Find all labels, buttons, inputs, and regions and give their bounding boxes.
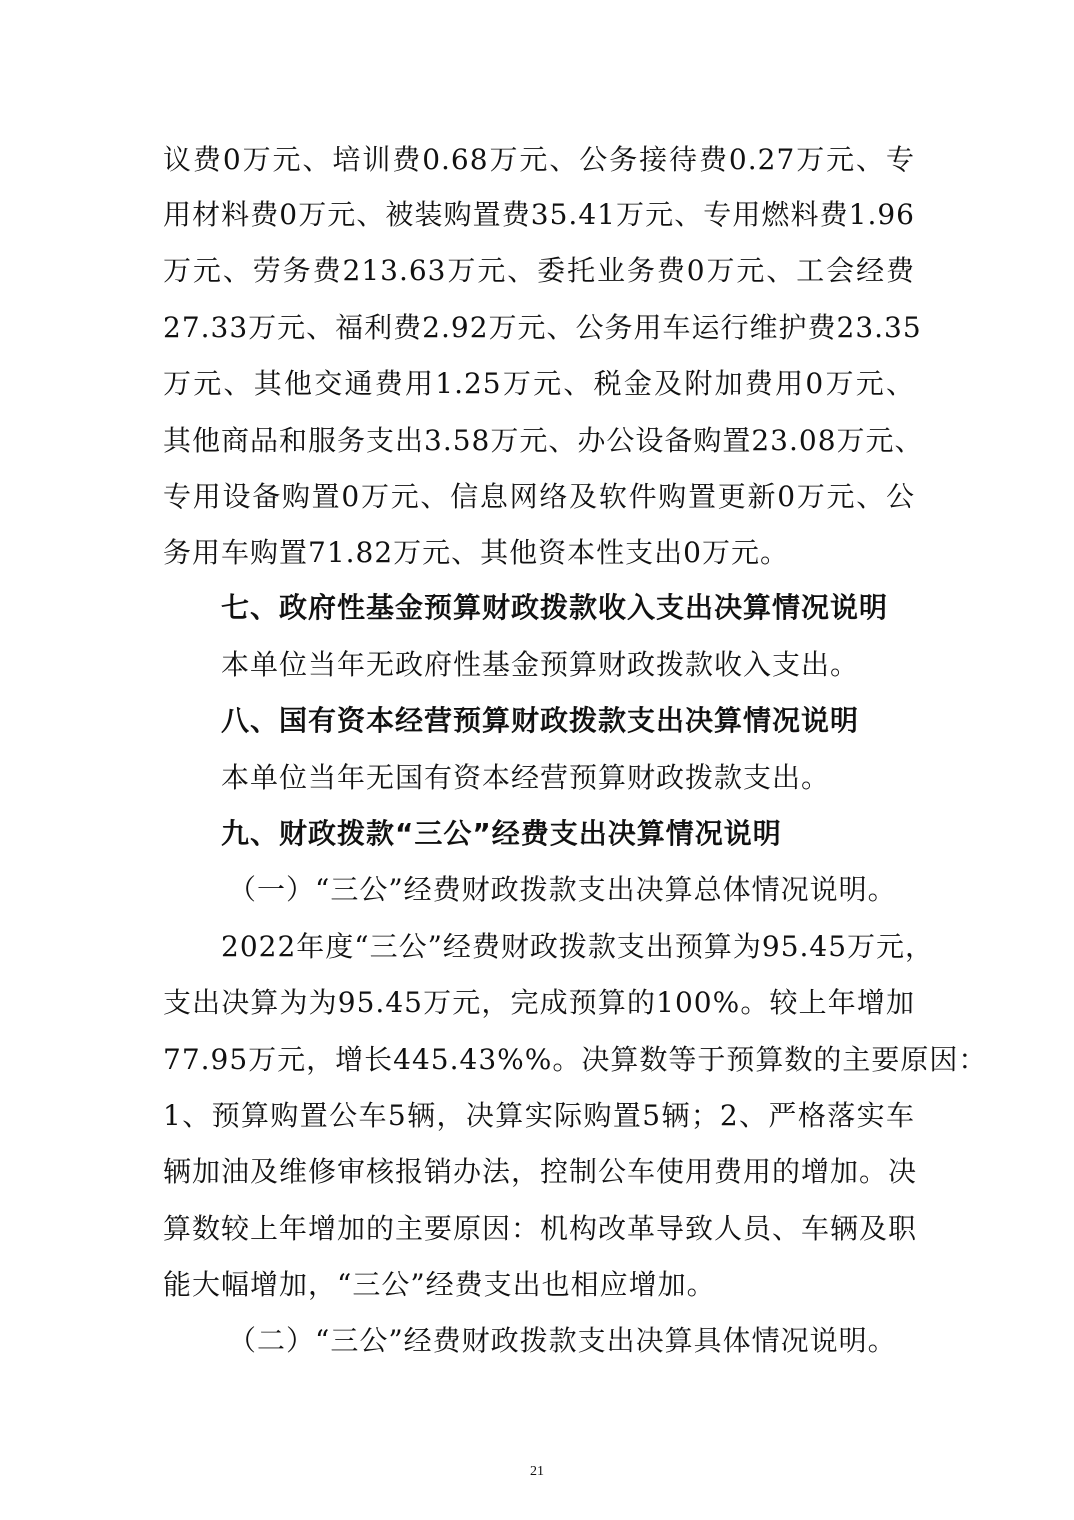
- expense-line-8: 务用车购置71.82万元、其他资本性支出0万元。: [163, 536, 789, 569]
- section9-heading: 九、财政拨款“三公”经费支出决算情况说明: [221, 817, 782, 850]
- expense-line-4: 27.33万元、福利费2.92万元、公务用车运行维护费23.35: [163, 311, 922, 344]
- section9-paragraph-line-7: 能大幅增加，“三公”经费支出也相应增加。: [163, 1268, 716, 1301]
- expense-line-6: 其他商品和服务支出3.58万元、办公设备购置23.08万元、: [163, 424, 924, 457]
- page-number: 21: [530, 1464, 544, 1479]
- expense-line-3: 万元、劳务费213.63万元、委托业务费0万元、工会经费: [163, 254, 915, 287]
- expense-line-2: 用材料费0万元、被装购置费35.41万元、专用燃料费1.96: [163, 198, 915, 231]
- section7-heading: 七、政府性基金预算财政拨款收入支出决算情况说明: [221, 591, 889, 624]
- section7-text: 本单位当年无政府性基金预算财政拨款收入支出。: [221, 648, 860, 681]
- section8-text: 本单位当年无国有资本经营预算财政拨款支出。: [221, 761, 831, 794]
- section9-paragraph-line-2: 支出决算为为95.45万元，完成预算的100%。较上年增加: [163, 986, 915, 1019]
- section9-subheading-2: （二）“三公”经费财政拨款支出决算具体情况说明。: [228, 1324, 897, 1357]
- section8-heading: 八、国有资本经营预算财政拨款支出决算情况说明: [221, 704, 860, 737]
- section9-paragraph-line-5: 辆加油及维修审核报销办法，控制公车使用费用的增加。决: [163, 1155, 918, 1188]
- expense-line-5: 万元、其他交通费用1.25万元、税金及附加费用0万元、: [163, 367, 915, 400]
- section9-paragraph-line-3: 77.95万元，增长445.43%%。决算数等于预算数的主要原因：: [163, 1043, 988, 1076]
- section9-paragraph-line-1: 2022年度“三公”经费财政拨款支出预算为95.45万元，: [221, 930, 935, 963]
- expense-line-1: 议费0万元、培训费0.68万元、公务接待费0.27万元、专: [163, 143, 915, 176]
- section9-paragraph-line-4: 1、预算购置公车5辆，决算实际购置5辆；2、严格落实车: [163, 1099, 915, 1132]
- expense-line-7: 专用设备购置0万元、信息网络及软件购置更新0万元、公: [163, 480, 915, 513]
- section9-subheading-1: （一）“三公”经费财政拨款支出决算总体情况说明。: [228, 873, 897, 906]
- section9-paragraph-line-6: 算数较上年增加的主要原因：机构改革导致人员、车辆及职: [163, 1212, 918, 1245]
